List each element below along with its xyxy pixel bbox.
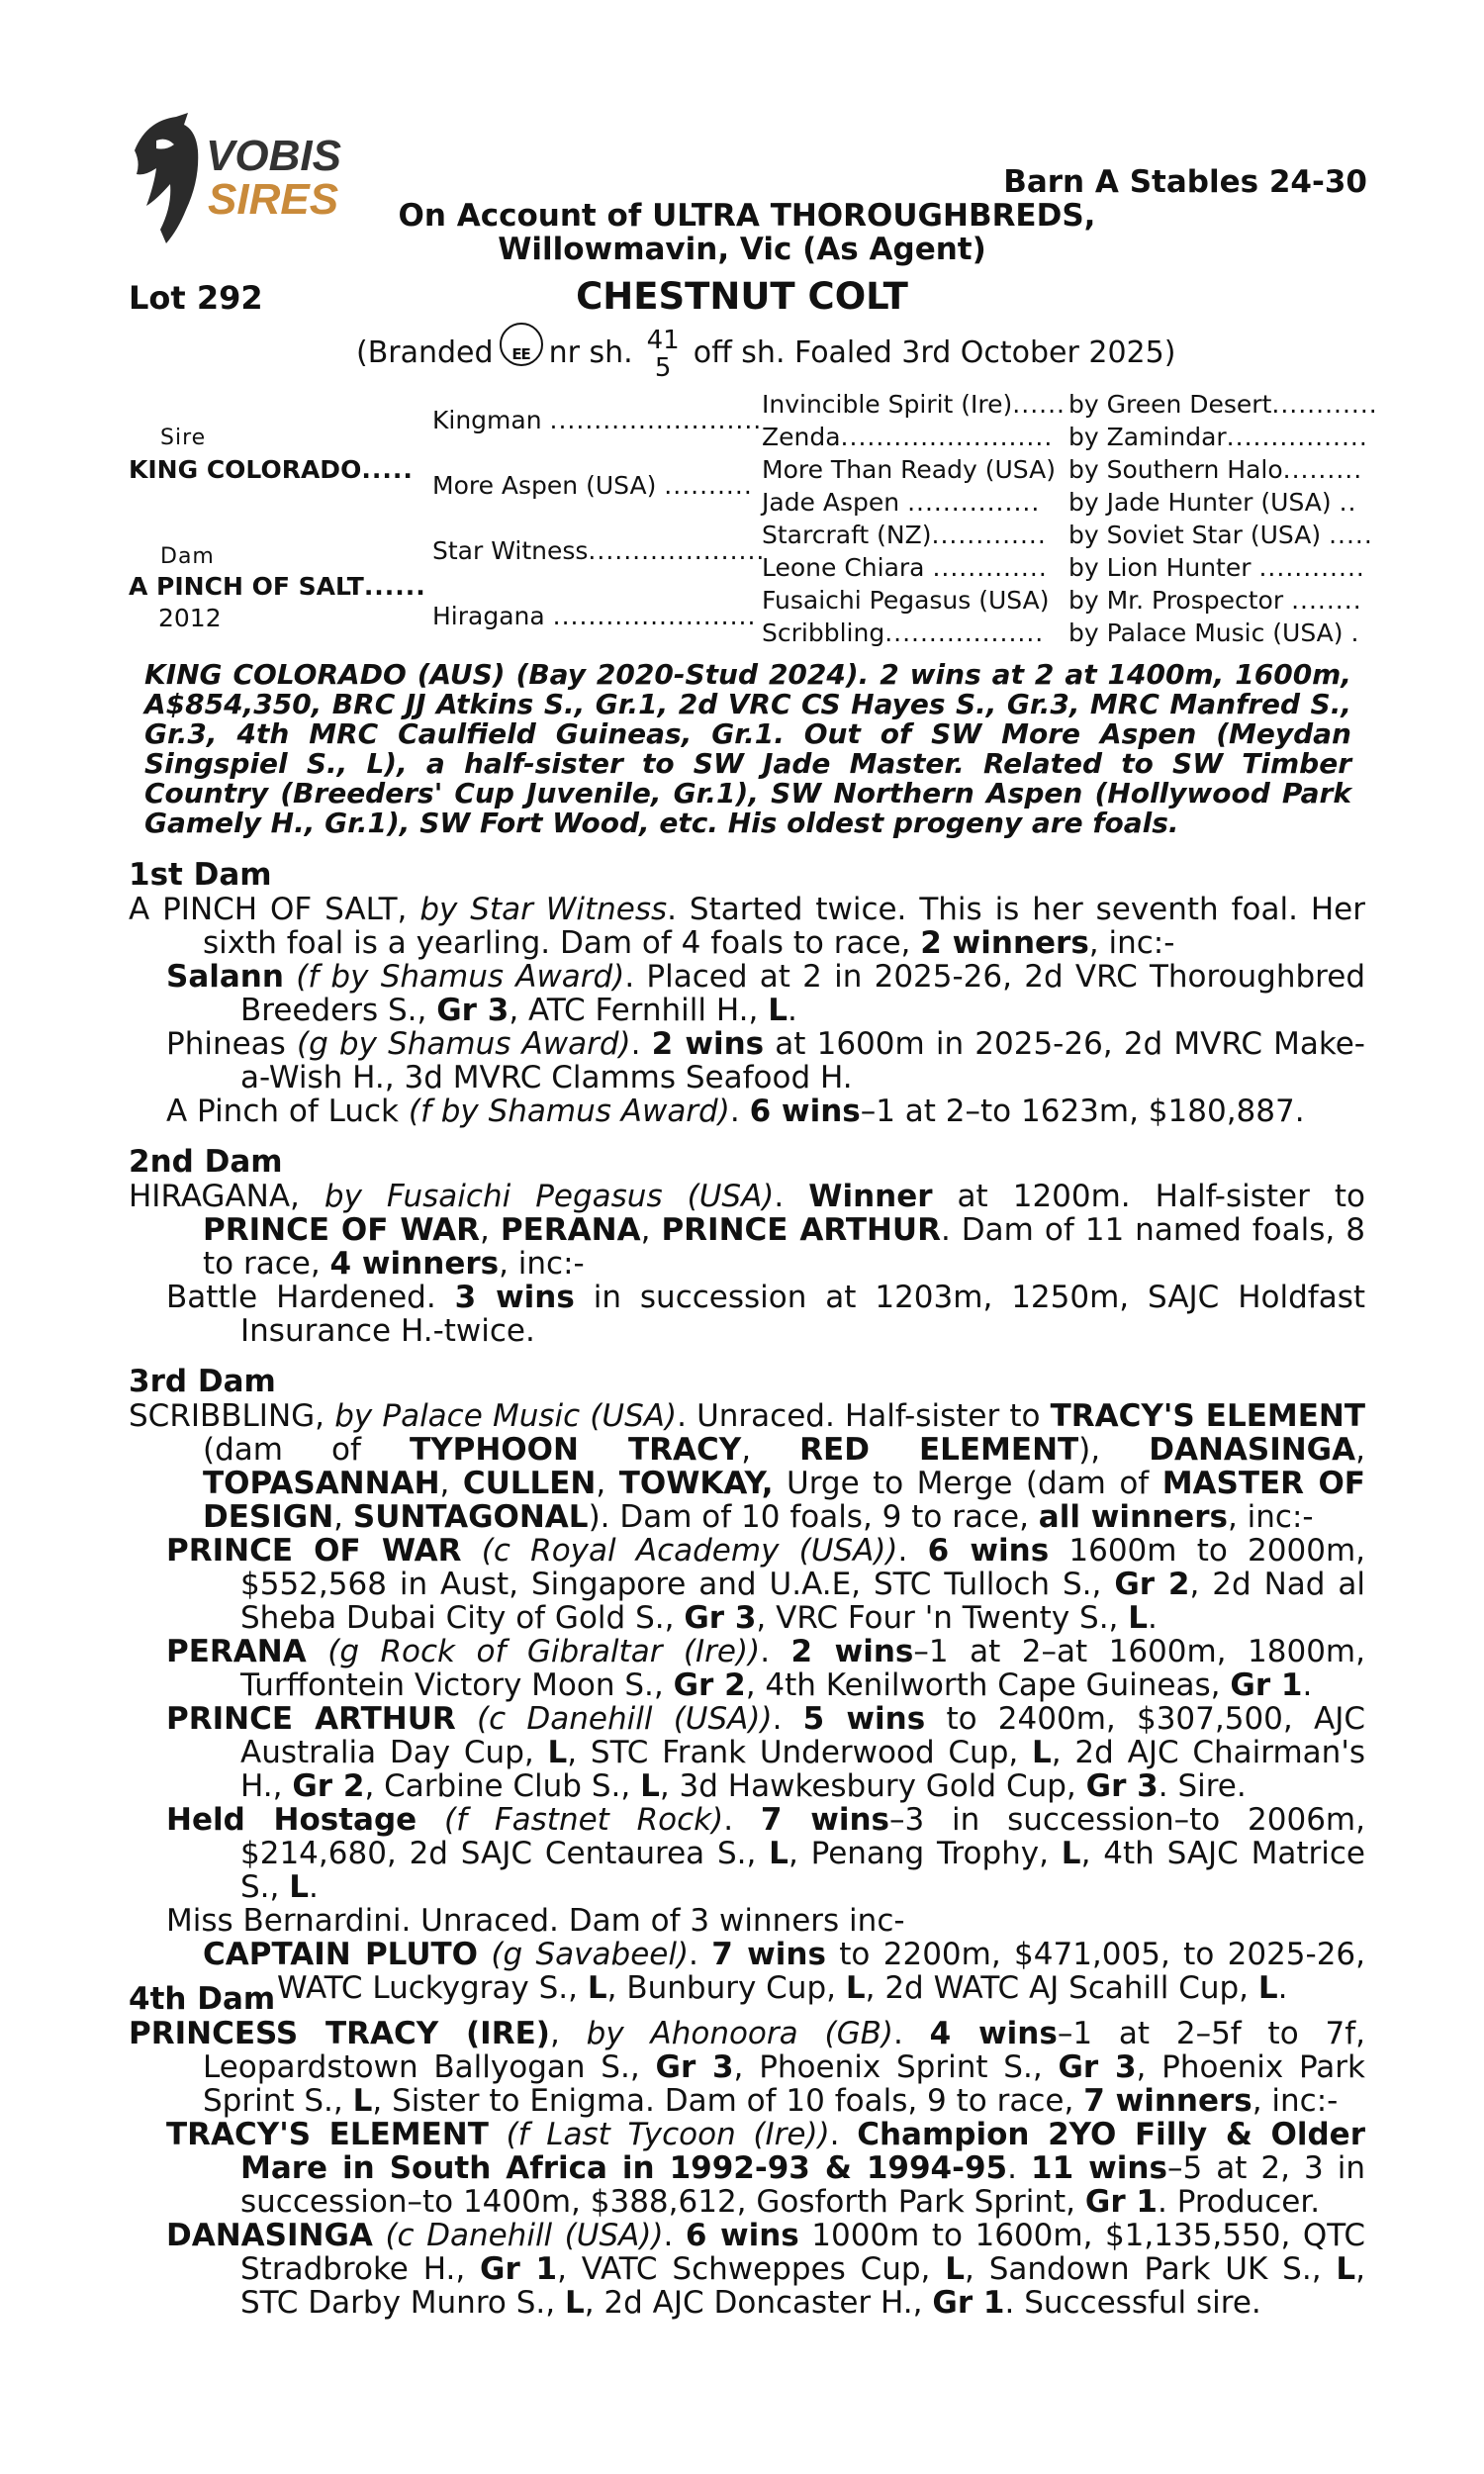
dam-foaled-year: 2012	[158, 604, 222, 632]
pedigree-g2-5: Starcraft (NZ).............	[762, 521, 1047, 549]
pedigree-g2-7: Fusaichi Pegasus (USA)	[762, 586, 1050, 615]
pedigree-g2-8-sire: by Palace Music (USA) .	[1068, 618, 1360, 647]
sire-summary: KING COLORADO (AUS) (Bay 2020-Stud 2024). 2 wins at 2 at 1400m, 1600m, A$854,350, BRC JJ Atkins S., Gr.1, 2d VRC CS Hayes S., Gr.3, MRC Manfred S., Gr.3, 4th MRC Caulfield Guineas, Gr.1. Out of SW More Aspen (Meydan Singspiel S., L), a half-sister to SW Jade Master. Related to SW Timber Country (Breeders' Cup Juvenile, Gr.1), SW Northern Aspen (Hollywood Park Gamely H., Gr.1), SW Fort Wood, etc. His oldest progeny are foals.	[144, 658, 1351, 839]
progeny-entry: DANASINGA (c Danehill (USA)). 6 wins 1000m to 1600m, $1,135,550, QTC Stradbroke H., Gr 1, VATC Schweppes Cup, L, Sandown Park UK S., L, STC Darby Munro S., L, 2d AJC Doncaster H., Gr 1. Successful sire.	[166, 2218, 1365, 2321]
brand-number: 41 5	[646, 325, 680, 383]
pedigree-g2-7-sire: by Mr. Prospector ........	[1068, 586, 1362, 615]
dam-entry: PRINCESS TRACY (IRE), by Ahonoora (GB). 4 wins–1 at 2–5f to 7f, Leopardstown Ballyogan S., Gr 3, Phoenix Sprint S., Gr 3, Phoenix Park Sprint S., L, Sister to Enigma. Dam of 10 foals, 9 to race, 7 winners, inc:-	[129, 2016, 1366, 2119]
pedigree-g2-3: More Than Ready (USA)	[762, 455, 1056, 484]
pedigree-g1-3: Star Witness....................	[432, 536, 766, 565]
barn-location: Barn A Stables 24-30	[1003, 164, 1367, 200]
progeny-entry: Miss Bernardini. Unraced. Dam of 3 winners inc-	[166, 1903, 905, 1939]
horse-title: CHESTNUT COLT	[576, 275, 908, 318]
pedigree-g2-6: Leone Chiara .............	[762, 553, 1048, 582]
dam-entry: A PINCH OF SALT, by Star Witness. Started twice. This is her seventh foal. Her sixth foal is a yearling. Dam of 4 foals to race, 2 winners, inc:-	[129, 892, 1365, 961]
second-dam-section	[129, 1144, 1365, 1348]
pedigree-g2-4: Jade Aspen ...............	[762, 488, 1041, 517]
svg-text:VOBIS: VOBIS	[206, 132, 341, 180]
dam-entry: HIRAGANA, by Fusaichi Pegasus (USA). Winner at 1200m. Half-sister to PRINCE OF WAR, PERANA, PRINCE ARTHUR. Dam of 11 named foals, 8 to race, 4 winners, inc:-	[129, 1179, 1366, 1282]
section-heading: 1st Dam	[129, 857, 272, 893]
pedigree-g2-3-sire: by Southern Halo.........	[1068, 455, 1363, 484]
sire-name: KING COLORADO.....	[129, 455, 414, 484]
progeny-entry: Battle Hardened. 3 wins in succession at 1203m, 1250m, SAJC Holdfast Insurance H.-twice.	[166, 1280, 1366, 1349]
pedigree-g2-2-sire: by Zamindar................	[1068, 423, 1368, 451]
dam-label: Dam	[160, 544, 215, 569]
progeny-entry: Salann (f by Shamus Award). Placed at 2 in 2025-26, 2d VRC Thoroughbred Breeders S., Gr 3, ATC Fernhill H., L.	[166, 959, 1365, 1028]
lot-number: Lot 292	[129, 279, 263, 317]
sire-label: Sire	[160, 426, 207, 450]
fourth-dam-section	[129, 1981, 1365, 2320]
first-dam-section	[129, 857, 1365, 1128]
svg-text:SIRES: SIRES	[208, 175, 339, 224]
pedigree-g2-4-sire: by Jade Hunter (USA) ..	[1068, 488, 1357, 517]
progeny-entry: Phineas (g by Shamus Award). 2 wins at 1600m in 2025-26, 2d MVRC Make-a-Wish H., 3d MVRC Clamms Seafood H.	[166, 1026, 1365, 1095]
progeny-entry: PRINCE OF WAR (c Royal Academy (USA)). 6 wins 1600m to 2000m, $552,568 in Aust, Singapore and U.A.E, STC Tulloch S., Gr 2, 2d Nad al Sheba Dubai City of Gold S., Gr 3, VRC Four 'n Twenty S., L.	[166, 1533, 1366, 1636]
pedigree-g1-2: More Aspen (USA) ..........	[432, 471, 753, 500]
pedigree-g2-2: Zenda........................	[762, 423, 1054, 451]
progeny-entry: Held Hostage (f Fastnet Rock). 7 wins–3 in succession–to 2006m, $214,680, 2d SAJC Centaurea S., L, Penang Trophy, L, 4th SAJC Matrice S., L.	[166, 1802, 1365, 1905]
pedigree-g2-8: Scribbling..................	[762, 618, 1045, 647]
section-heading: 2nd Dam	[129, 1144, 283, 1180]
progeny-entry: PRINCE ARTHUR (c Danehill (USA)). 5 wins to 2400m, $307,500, AJC Australia Day Cup, L, STC Frank Underwood Cup, L, 2d AJC Chairman's H., Gr 2, Carbine Club S., L, 3d Hawkesbury Gold Cup, Gr 3. Sire.	[166, 1701, 1366, 1804]
pedigree-g2-1-sire: by Green Desert............	[1068, 390, 1378, 419]
vendor-account: On Account of ULTRA THOROUGHBREDS,	[398, 198, 1096, 234]
progeny-entry: TRACY'S ELEMENT (f Last Tycoon (Ire)). Champion 2YO Filly & Older Mare in South Africa in 1992-93 & 1994-95. 11 wins–5 at 2, 3 in succession–to 1400m, $388,612, Gosforth Park Sprint, Gr 1. Producer.	[166, 2117, 1365, 2220]
progeny-entry: A Pinch of Luck (f by Shamus Award). 6 wins–1 at 2–to 1623m, $180,887.	[166, 1094, 1305, 1129]
dam-name: A PINCH OF SALT......	[129, 572, 426, 601]
vendor-location: Willowmavin, Vic (As Agent)	[498, 232, 986, 267]
dam-entry: SCRIBBLING, by Palace Music (USA). Unraced. Half-sister to TRACY'S ELEMENT (dam of TYPHOON TRACY, RED ELEMENT), DANASINGA, TOPASANNAH, CULLEN, TOWKAY, Urge to Merge (dam of MASTER OF DESIGN, SUNTAGONAL). Dam of 10 foals, 9 to race, all winners, inc:-	[129, 1398, 1365, 1535]
progeny-entry: CAPTAIN PLUTO (g Savabeel). 7 wins to 2200m, $471,005, to 2025-26, WATC Luckygray S., L, Bunbury Cup, L, 2d WATC AJ Scahill Cup, L.	[203, 1937, 1366, 2006]
brand-line: (Branded EE nr sh. 41 5 off sh. Foaled 3rd October 2025)	[356, 323, 1175, 382]
pedigree-g2-1: Invincible Spirit (Ire)......	[762, 390, 1066, 419]
progeny-entry: PERANA (g Rock of Gibraltar (Ire)). 2 wins–1 at 2–at 1600m, 1800m, Turffontein Victory Moon S., Gr 2, 4th Kenilworth Cape Guineas, Gr 1.	[166, 1634, 1365, 1703]
brand-mark-icon: EE	[500, 323, 543, 366]
pedigree-g1-1: Kingman ........................	[432, 406, 763, 434]
third-dam-section	[129, 1364, 1365, 2005]
pedigree-g2-6-sire: by Lion Hunter ............	[1068, 553, 1365, 582]
section-heading: 3rd Dam	[129, 1364, 276, 1399]
section-heading: 4th Dam	[129, 1981, 276, 2017]
pedigree-g1-4: Hiragana .......................	[432, 602, 757, 630]
pedigree-g2-5-sire: by Soviet Star (USA) .....	[1068, 521, 1373, 549]
